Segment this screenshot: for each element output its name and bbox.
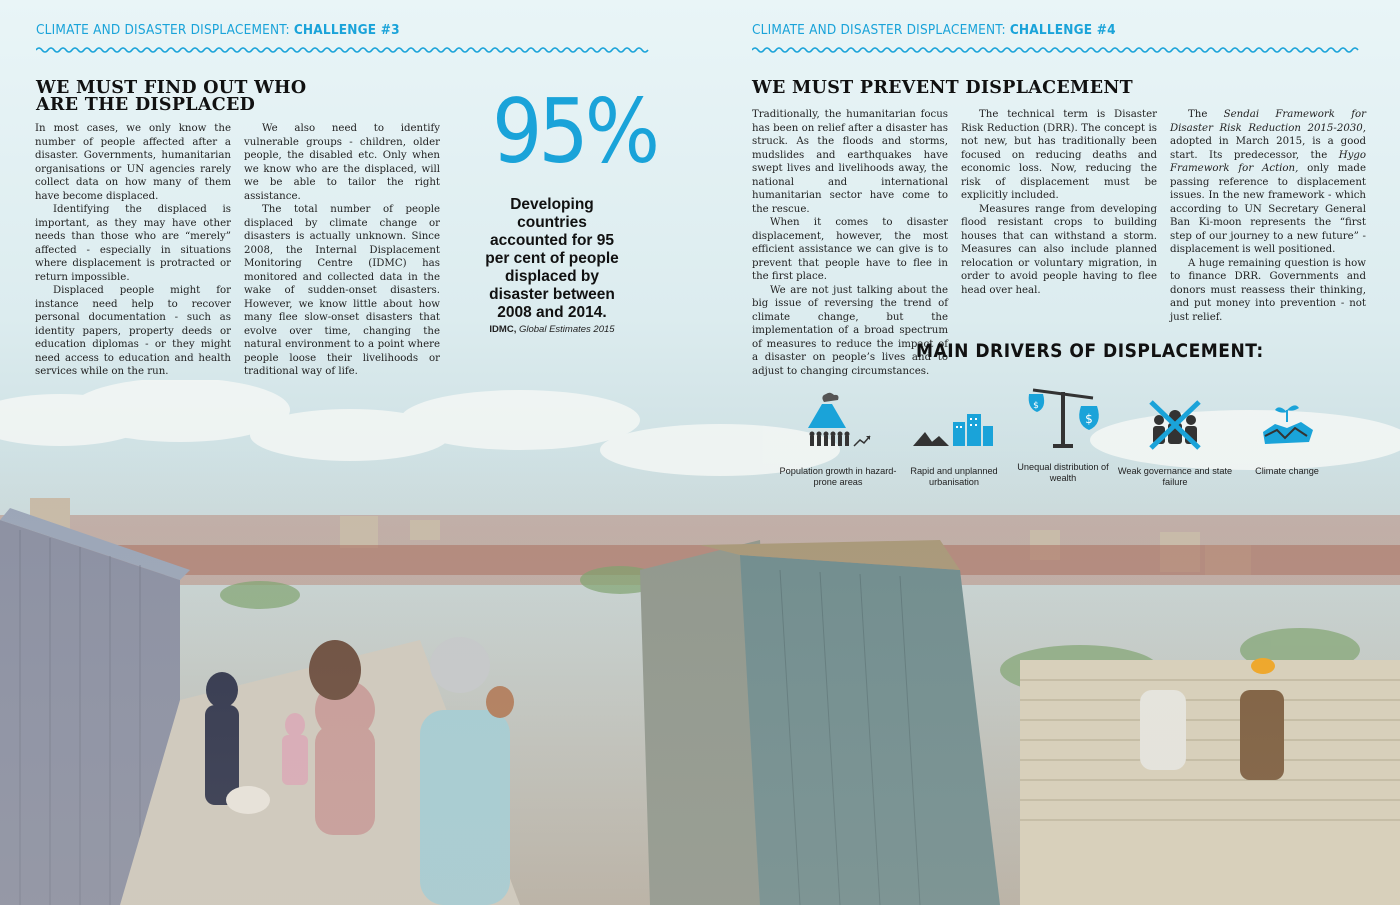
paragraph: Identifying the displaced is important, as they may have other needs than those who are “merely” affected - especially in situations where displacement is protracted or return impossible. — [35, 204, 231, 283]
right-column-3 — [1170, 108, 1366, 324]
driver-label: Population growth in hazard-prone areas — [779, 466, 897, 487]
paragraph: Traditionally, the humanitarian focus has been on relief after a disaster has struck. As the floods and storms, mudslides and earthquakes have swept lives and livelihoods away, the national and international humanitarian sector have come to the rescue. — [752, 109, 948, 215]
right-header-wave-divider — [752, 44, 1364, 56]
left-headline — [36, 80, 336, 114]
paragraph: We are not just talking about the big issue of reversing the trend of climate change, but the implementation of a broad spectrum of measures to reduce the impact of a disaster on people’s lives and to adjust to changing circumstances. — [752, 284, 948, 377]
svg-text:$: $ — [1033, 401, 1039, 411]
driver-label: Rapid and unplanned urbanisation — [910, 466, 998, 487]
paragraph: A huge remaining question is how to finance DRR. Governments and donors must reassess their thinking, and put money into prevention - not just relief. — [1170, 257, 1366, 323]
source-org: IDMC, — [489, 324, 517, 335]
urbanisation-icon — [909, 392, 999, 452]
driver-item — [778, 392, 898, 488]
paragraph: The total number of people displaced by climate change or disasters is actually unknown. Since 2008, the Internal Displacement Monitoring Centre (IDMC) has monitored and collected data in the wake of sudden-onset disasters. However, we know little about how many flee slow-onset disasters that evolve over time, changing the natural environment to a point where people loose their livelihoods or traditional way of life. — [244, 204, 440, 377]
svg-text:$: $ — [1085, 412, 1093, 426]
drivers-title: MAIN DRIVERS OF DISPLACEMENT: — [916, 340, 1264, 362]
driver-label: Climate change — [1255, 466, 1319, 476]
climate-change-icon — [1257, 392, 1317, 452]
paragraph: In most cases, we only know the number of people affected after a disaster. Governments, humanitarian organisations or UN agencies rarely collect data on how many of them have become displaced. — [35, 123, 231, 202]
paragraph: Displaced people might for instance need help to recover personal documentation - such as identity papers, property deeds or education diplomas - or they might need access to education and health services while on the run. — [35, 285, 231, 377]
wealth-scale-icon — [1023, 378, 1103, 452]
left-headline-line1: WE MUST FIND OUT WHO — [36, 78, 307, 98]
driver-item — [894, 392, 1014, 488]
population-volcano-icon — [802, 392, 874, 452]
driver-item — [1115, 392, 1235, 488]
stat-percentage: 95% — [492, 80, 656, 183]
left-header-prefix: CLIMATE AND DISASTER DISPLACEMENT: — [36, 22, 290, 38]
right-header-challenge: CHALLENGE #4 — [1009, 22, 1116, 38]
source-title: Global Estimates 2015 — [518, 324, 615, 335]
driver-label: Unequal distribution of wealth — [1017, 462, 1109, 483]
driver-item — [1227, 392, 1347, 477]
paragraph: The technical term is Disaster Risk Reduction (DRR). The concept is not new, but has traditionally been focused on reducing deaths and economic loss. Now, reducing the risk of displacement must be explicitly included. — [961, 109, 1157, 201]
right-column-2 — [961, 108, 1157, 297]
left-header — [36, 22, 400, 38]
left-header-wave-divider — [36, 44, 650, 56]
driver-label: Weak governance and state failure — [1117, 466, 1233, 487]
governance-failure-icon — [1145, 392, 1205, 452]
stat-source — [460, 324, 644, 335]
paragraph: The Sendai Framework for Disaster Risk Reduction 2015-2030, adopted in March 2015, is a good start. Its predecessor, the Hygo Framework for Action, only made passing reference to displacement issues. In the new framework - which according to UN Secretary General Ban Ki-moon represents the “first step of our journey to a new future” - displacement is well positioned. — [1170, 109, 1366, 255]
right-header-prefix: CLIMATE AND DISASTER DISPLACEMENT: — [752, 22, 1006, 38]
stat-description: Developing countries accounted for 95 per cent of people displaced by disaster between 2008 and 2014. — [485, 196, 619, 321]
left-headline-line2: ARE THE DISPLACED — [36, 95, 256, 115]
right-column-1 — [752, 108, 948, 378]
paragraph: When it comes to disaster displacement, however, the most efficient assistance we can give is to prevent that people have to flee in the first place. — [752, 217, 948, 282]
paragraph: Measures range from developing flood resistant crops to building houses that can withstand a storm. Measures can also include planned relocation or voluntary migration, in order to avoid people having to flee head over heal. — [961, 203, 1157, 296]
right-headline: WE MUST PREVENT DISPLACEMENT — [752, 78, 1133, 98]
left-column-2 — [244, 122, 440, 379]
left-header-challenge: CHALLENGE #3 — [293, 22, 400, 38]
paragraph: We also need to identify vulnerable groups - children, older people, the disabled etc. Only when we know who are the displaced, will we be able to tailor the right assistance. — [244, 123, 440, 202]
left-column-1 — [35, 122, 231, 379]
right-header — [752, 22, 1116, 38]
driver-item — [1003, 378, 1123, 484]
